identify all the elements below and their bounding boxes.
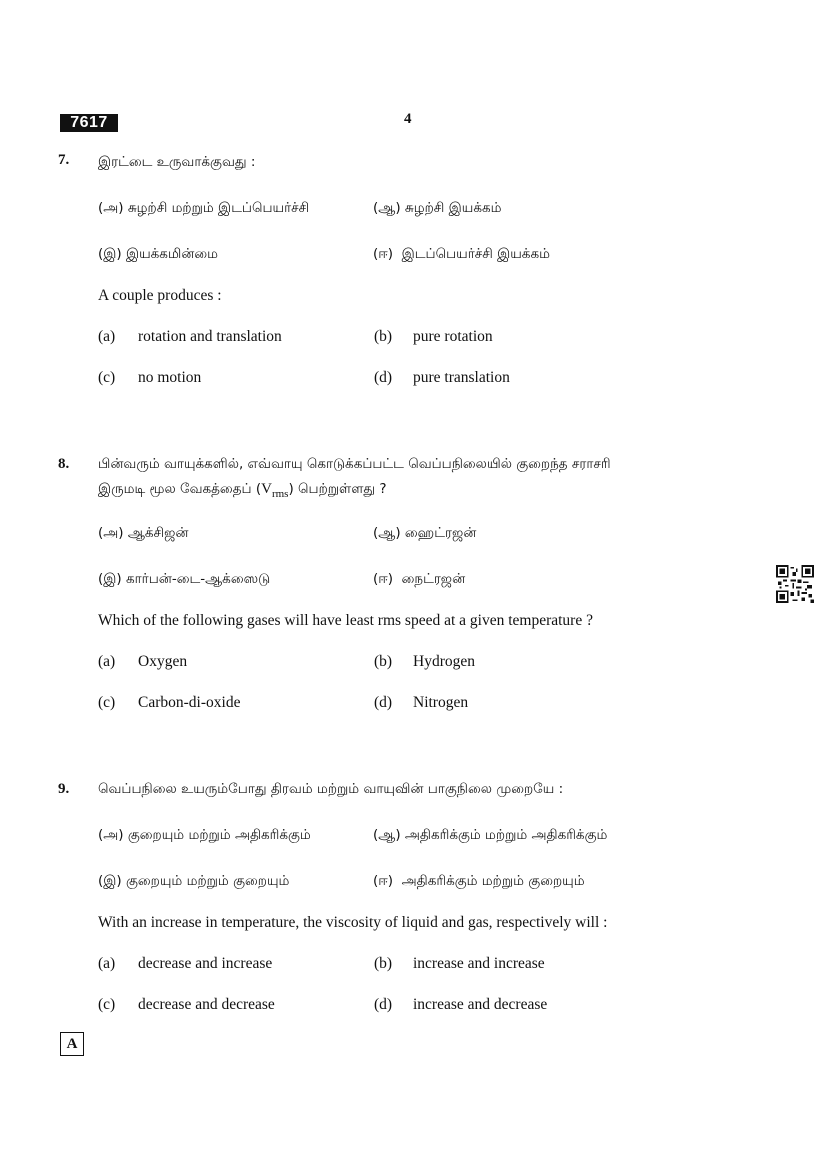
option-tamil-2: (ஆ) சுழற்சி இயக்கம்	[373, 200, 502, 216]
option-label-a: (a)	[98, 955, 116, 972]
option-tamil-1: (அ) ஆக்சிஜன்	[98, 525, 189, 541]
option-text-b: increase and increase	[413, 955, 545, 972]
qr-code-icon	[776, 565, 814, 603]
option-label-d: (d)	[374, 369, 393, 386]
option-tamil-2: (ஆ) ஹைட்ரஜன்	[373, 525, 477, 541]
option-label-c: (c)	[98, 694, 116, 711]
question-number: 8.	[58, 456, 70, 472]
question-text-tamil: வெப்பநிலை உயரும்போது திரவம் மற்றும் வாயுவின் பாகுநிலை முறையே :	[98, 781, 564, 797]
option-tamil-1: (அ) குறையும் மற்றும் அதிகரிக்கும்	[98, 827, 311, 843]
page-number: 4	[404, 111, 412, 127]
question-text-english: Which of the following gases will have least rms speed at a given temperature ?	[98, 612, 593, 629]
option-label-b: (b)	[374, 955, 393, 972]
option-label-c: (c)	[98, 369, 116, 386]
option-text-a: rotation and translation	[138, 328, 282, 345]
booklet-series-box: A	[60, 1032, 84, 1056]
option-text-c: decrease and decrease	[138, 996, 275, 1013]
option-label-d: (d)	[374, 694, 393, 711]
option-tamil-3: (இ) கார்பன்-டை-ஆக்ஸைடு	[98, 571, 271, 587]
option-tamil-4: (ஈ) நைட்ரஜன்	[373, 571, 466, 587]
question-text-tamil-line1: பின்வரும் வாயுக்களில், எவ்வாயு கொடுக்கப்பட்ட வெப்பநிலையில் குறைந்த சராசரி	[98, 456, 611, 472]
question-number: 7.	[58, 152, 70, 168]
option-label-d: (d)	[374, 996, 393, 1013]
option-label-b: (b)	[374, 653, 393, 670]
option-text-a: Oxygen	[138, 653, 188, 670]
option-tamil-4: (ஈ) அதிகரிக்கும் மற்றும் குறையும்	[373, 873, 585, 889]
option-tamil-3: (இ) குறையும் மற்றும் குறையும்	[98, 873, 290, 889]
option-tamil-3: (இ) இயக்கமின்மை	[98, 246, 218, 262]
question-number: 9.	[58, 781, 70, 797]
option-text-c: no motion	[138, 369, 202, 386]
option-text-b: pure rotation	[413, 328, 493, 345]
option-tamil-4: (ஈ) இடப்பெயர்ச்சி இயக்கம்	[373, 246, 550, 262]
option-label-a: (a)	[98, 653, 116, 670]
option-tamil-1: (அ) சுழற்சி மற்றும் இடப்பெயர்ச்சி	[98, 200, 310, 216]
paper-code: 7617	[60, 114, 118, 132]
question-text-tamil-line2: இருமடி மூல வேகத்தைப் $(V_{rms})$ பெற்றுள்ளது ?	[98, 481, 387, 500]
option-text-b: Hydrogen	[413, 653, 475, 670]
option-label-a: (a)	[98, 328, 116, 345]
option-label-b: (b)	[374, 328, 393, 345]
question-text-english: With an increase in temperature, the viscosity of liquid and gas, respectively will :	[98, 914, 608, 931]
option-text-a: decrease and increase	[138, 955, 273, 972]
option-text-d: Nitrogen	[413, 694, 469, 711]
option-text-d: increase and decrease	[413, 996, 548, 1013]
option-label-c: (c)	[98, 996, 116, 1013]
question-text-tamil: இரட்டை உருவாக்குவது :	[98, 154, 256, 170]
option-tamil-2: (ஆ) அதிகரிக்கும் மற்றும் அதிகரிக்கும்	[373, 827, 608, 843]
option-text-c: Carbon-di-oxide	[138, 694, 241, 711]
option-text-d: pure translation	[413, 369, 510, 386]
question-text-english: A couple produces :	[98, 287, 222, 304]
